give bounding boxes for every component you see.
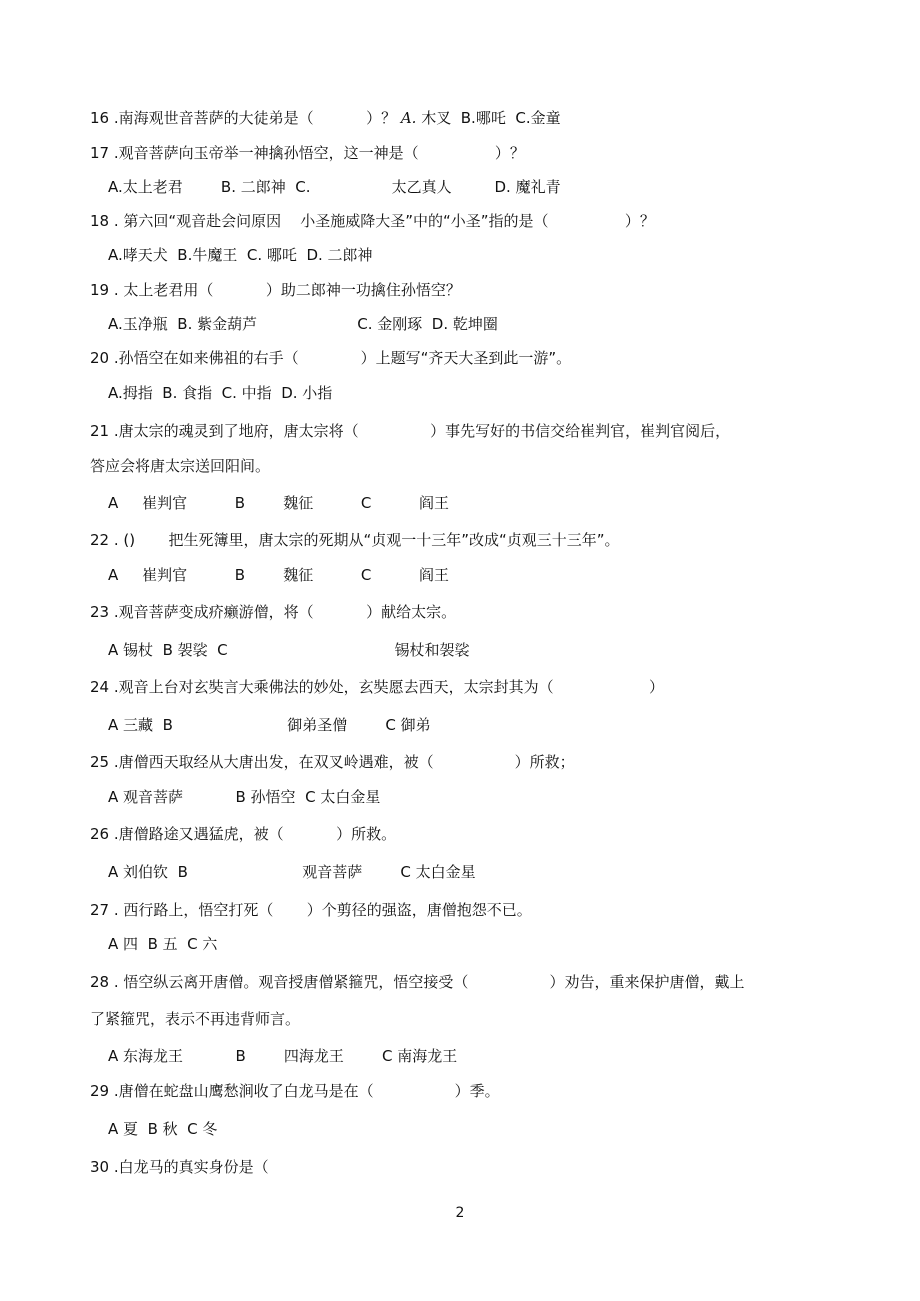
question-16-text: 16 .南海观世音菩萨的大徒弟是（ ）？ — [90, 109, 401, 127]
question-21-options: A 崔判官 B 魏征 C 阎王 — [108, 494, 450, 512]
question-21-text: 21 .唐太宗的魂灵到了地府，唐太宗将（ ）事先写好的书信交给崔判官，崔判官阅后， — [90, 422, 731, 440]
question-29-text: 29 .唐僧在蛇盘山鹰愁涧收了白龙马是在（ ）季。 — [90, 1082, 500, 1100]
question-16 — [90, 108, 561, 128]
question-23-options: A 锡杖 B 袈裟 C 锡杖和袈裟 — [108, 641, 470, 659]
question-22-text: 22 . () 把生死簿里，唐太宗的死期从“贞观一十三年”改成“贞观三十三年”。 — [90, 531, 620, 549]
question-20-options: A.拇指 B. 食指 C. 中指 D. 小指 — [108, 384, 333, 402]
page-number: 2 — [455, 1205, 465, 1221]
question-27-text: 27 . 西行路上，悟空打死（ ）个剪径的强盗，唐僧抱怨不已。 — [90, 901, 532, 919]
question-17-options: A.太上老君 B. 二郎神 C. 太乙真人 D. 魔礼青 — [108, 178, 561, 196]
question-24-text: 24 .观音上台对玄奘言大乘佛法的妙处，玄奘愿去西天，太宗封其为（ ） — [90, 678, 664, 696]
question-21-text-continued: 答应会将唐太宗送回阳间。 — [90, 457, 271, 475]
question-30-text: 30 .白龙马的真实身份是（ — [90, 1158, 269, 1176]
question-26-text: 26 .唐僧路途又遇猛虎，被（ ）所救。 — [90, 825, 397, 843]
question-29-options: A 夏 B 秋 C 冬 — [108, 1120, 218, 1138]
question-19-options: A.玉净瓶 B. 紫金葫芦 C. 金刚琢 D. 乾坤圈 — [108, 315, 498, 333]
question-26-options: A 刘伯钦 B 观音菩萨 C 太白金星 — [108, 863, 476, 881]
question-16-option-a-letter: A. — [400, 109, 417, 127]
question-18-options: A.哮天犬 B.牛魔王 C. 哪吒 D. 二郎神 — [108, 246, 373, 264]
question-18-text: 18 . 第六回“观音赴会问原因 小圣施威降大圣”中的“小圣”指的是（ ）？ — [90, 212, 655, 230]
question-28-options: A 东海龙王 B 四海龙王 C 南海龙王 — [108, 1047, 458, 1065]
question-20-text: 20 .孙悟空在如来佛祖的右手（ ）上题写“齐天大圣到此一游”。 — [90, 349, 572, 367]
question-24-options: A 三藏 B 御弟圣僧 C 御弟 — [108, 716, 431, 734]
question-17-text: 17 .观音菩萨向玉帝举一神擒孙悟空，这一神是（ ）？ — [90, 144, 525, 162]
question-16-options-rest: 木叉 B.哪吒 C.金童 — [416, 109, 561, 127]
question-22-options: A 崔判官 B 魏征 C 阎王 — [108, 566, 450, 584]
question-19-text: 19 . 太上老君用（ ）助二郎神一功擒住孙悟空？ — [90, 281, 461, 299]
question-28-text: 28 . 悟空纵云离开唐僧。观音授唐僧紧箍咒，悟空接受（ ）劝告，重来保护唐僧，戴上 — [90, 973, 745, 991]
question-25-text: 25 .唐僧西天取经从大唐出发，在双叉岭遇难，被（ ）所救； — [90, 753, 575, 771]
question-25-options: A 观音菩萨 B 孙悟空 C 太白金星 — [108, 788, 381, 806]
question-28-text-continued: 了紧箍咒，表示不再违背师言。 — [90, 1010, 301, 1028]
question-23-text: 23 .观音菩萨变成疥癞游僧，将（ ）献给太宗。 — [90, 603, 457, 621]
question-27-options: A 四 B 五 C 六 — [108, 935, 218, 953]
